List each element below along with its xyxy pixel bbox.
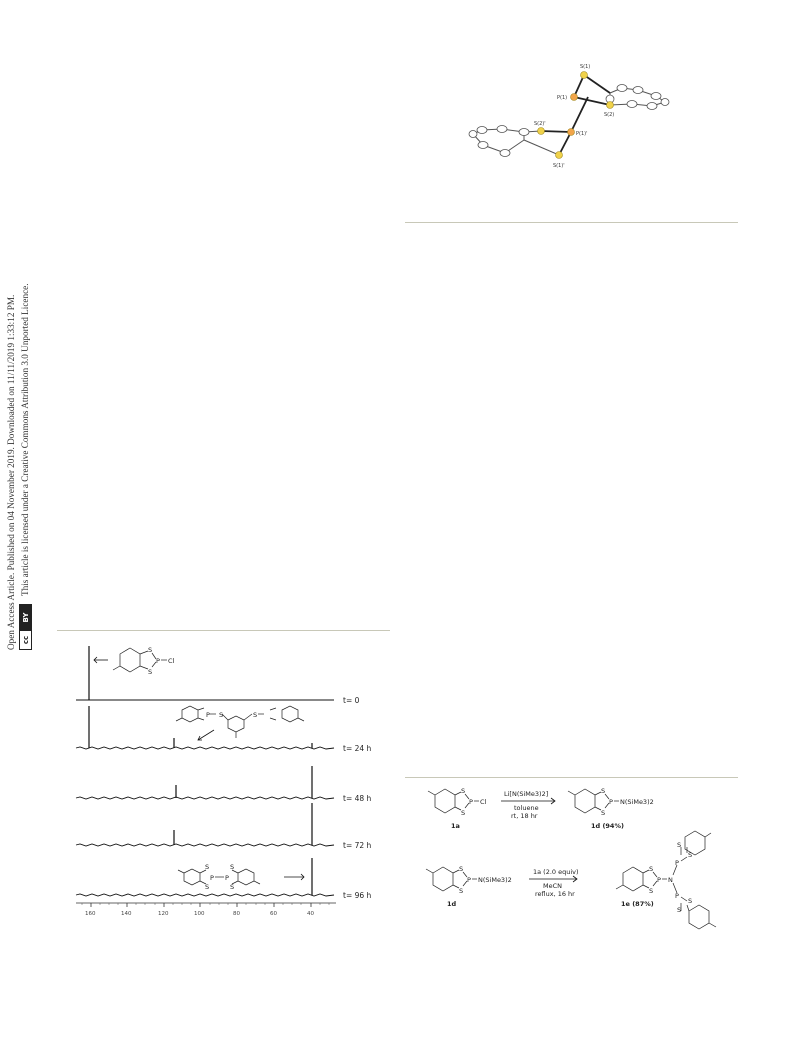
atom-label: S [205,883,210,891]
substituent-label: Cl [480,798,487,806]
atom-label: P [675,859,679,867]
trace-label: t= 96 h [343,891,372,900]
divider-left [57,630,390,631]
x-tick-label: 160 [85,911,96,917]
atom-label: S [148,668,153,676]
atom-label: S [148,646,153,654]
x-tick-label: 80 [233,911,240,917]
atom-label: P [657,876,661,884]
compound-label: 1a [451,822,460,830]
x-tick-label: 140 [121,911,132,917]
atom-label: S [649,865,654,873]
solvent-label: toluene [514,804,539,812]
divider-bottom-right [405,777,738,778]
atom-label: S(1)' [553,163,565,169]
atom-label: S [459,865,464,873]
spectrum-trace [76,894,334,896]
atom-label: S(1) [580,64,591,70]
atom-label: S [677,906,682,914]
atom-label: S [205,863,210,871]
spectrum-trace [76,747,334,749]
atom-label: P [210,874,214,882]
substituent-label: N(SiMe3)2 [478,876,512,884]
atom-label: S [219,711,224,719]
reaction-scheme [405,785,740,945]
x-tick-label: 100 [194,911,205,917]
reagent-label: 1a (2.0 equiv) [533,868,579,876]
x-tick-label: 60 [270,911,277,917]
atom-label: Cl [168,657,175,665]
spectrum-trace [76,844,334,846]
substituent-label: N(SiMe3)2 [620,798,654,806]
compound-label: 1d [447,900,457,908]
atom-label: P(1)' [576,131,588,137]
nmr-spectra-figure [70,640,390,950]
structure-intermediate [176,706,304,738]
atom-label: P(1) [557,95,568,101]
atom-label: S [459,887,464,895]
substituent-label: N [668,876,673,884]
phosphorus-atom [568,129,575,136]
compound-label: 1e (87%) [621,900,654,908]
trace-label: t= 48 h [343,794,372,803]
spectrum-trace [76,797,334,799]
sulfur-atom [581,72,588,79]
atom-label: P [675,892,679,900]
crystal-structure-figure [460,60,690,180]
atom-label: P [206,711,210,719]
sulfur-atom [538,128,545,135]
structure-dimer [178,869,260,885]
atom-label: P [609,798,613,806]
sulfur-atom [607,102,614,109]
trace-label: t= 72 h [343,841,372,850]
structure-1e [616,831,716,929]
license-notice[interactable]: This article is licensed under a Creative Commons Attribution 3.0 Unported Licence. [20,283,30,596]
sulfur-atom [556,152,563,159]
atom-label: S [677,841,682,849]
conditions-label: rt, 18 hr [511,812,538,820]
atom-label: P [156,657,160,665]
trace-label: t= 0 [343,696,360,705]
atom-label: P [469,798,473,806]
atom-label: S [601,787,606,795]
conditions-label: reflux, 16 hr [535,890,575,898]
arrow [198,730,214,740]
atom-label: P [467,876,471,884]
solvent-label: MeCN [543,882,563,890]
cc-by-badge[interactable] [19,604,32,650]
x-tick-label: 120 [158,911,169,917]
atom-label: S [688,851,693,859]
cc-icon: cc [20,630,31,649]
x-tick-label: 40 [307,911,314,917]
by-icon: BY [20,605,31,630]
atom-label: S [461,809,466,817]
atom-label: S(2) [604,112,615,118]
atom-label: S [461,787,466,795]
phosphorus-atom [571,94,578,101]
atom-label: P [225,874,229,882]
compound-label: 1d (94%) [591,822,624,830]
trace-label: t= 24 h [343,744,372,753]
atom-label: S [649,887,654,895]
atom-label: S [688,897,693,905]
atom-label: S(2)' [534,121,546,127]
publication-notice: Open Access Article. Published on 04 November 2019. Downloaded on 11/11/2019 1:33:12 PM. [6,294,16,650]
reagent-label: Li[N(SiMe3)2] [504,790,549,798]
atom-label: S [230,883,235,891]
atom-label: S [253,711,258,719]
divider-top-right [405,222,738,223]
atom-label: S [601,809,606,817]
atom-label: S [230,863,235,871]
